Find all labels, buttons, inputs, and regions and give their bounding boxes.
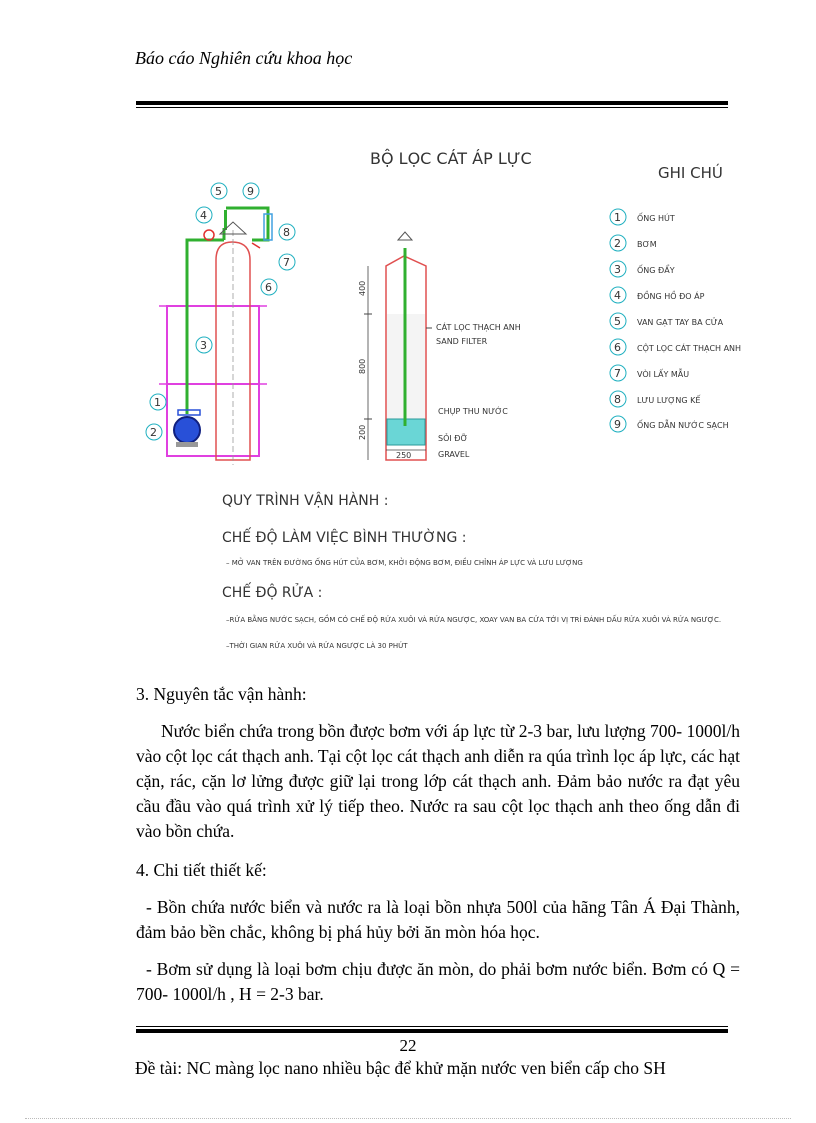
label-gravel: SỎI ĐỠ bbox=[438, 434, 468, 443]
label-sand-en: SAND FILTER bbox=[436, 337, 488, 346]
legend bbox=[610, 209, 741, 432]
pump bbox=[174, 417, 200, 443]
svg-text:ỐNG ĐẨY: ỐNG ĐẨY bbox=[637, 266, 675, 275]
callout-8 bbox=[279, 224, 295, 240]
svg-text:7: 7 bbox=[283, 256, 290, 269]
svg-text:8: 8 bbox=[614, 393, 621, 406]
svg-text:5: 5 bbox=[614, 315, 621, 328]
legend-title: GHI CHÚ bbox=[658, 164, 723, 182]
svg-text:VÒI LẤY MẪU: VÒI LẤY MẪU bbox=[637, 370, 690, 379]
callout-2 bbox=[146, 424, 162, 440]
label-sand: CÁT LỌC THẠCH ANH bbox=[436, 323, 521, 332]
svg-text:8: 8 bbox=[283, 226, 290, 239]
legend-item bbox=[610, 416, 729, 432]
legend-item bbox=[610, 391, 701, 407]
legend-item bbox=[610, 209, 675, 225]
svg-text:2: 2 bbox=[614, 237, 621, 250]
normal-mode-title: CHẾ ĐỘ LÀM VIỆC BÌNH THƯỜNG : bbox=[222, 530, 467, 546]
svg-text:BƠM: BƠM bbox=[637, 240, 657, 249]
svg-text:LƯU LƯỢNG KẾ: LƯU LƯỢNG KẾ bbox=[637, 396, 701, 405]
callout-5 bbox=[211, 183, 227, 199]
dim-bottom: 200 bbox=[358, 424, 367, 440]
svg-text:3: 3 bbox=[614, 263, 621, 276]
diagram-title: BỘ LỌC CÁT ÁP LỰC bbox=[370, 149, 532, 168]
wash-mode-text-2: –THỜI GIAN RỬA XUÔI VÀ RỬA NGƯỢC LÀ 30 PHÚT bbox=[226, 642, 408, 650]
svg-text:6: 6 bbox=[265, 281, 272, 294]
callout-1 bbox=[150, 394, 166, 410]
page-edge-divider bbox=[25, 1118, 791, 1119]
legend-item bbox=[610, 287, 705, 303]
svg-text:2: 2 bbox=[150, 426, 157, 439]
dim-width: 250 bbox=[396, 451, 412, 460]
header-rule-thick bbox=[136, 101, 728, 105]
paragraph-tank: - Bồn chứa nước biển và nước ra là loại bồn nhựa 500l của hãng Tân Á Đại Thành, đảm bảo bền chắc, không bị phá hủy bởi ăn mòn hóa học. bbox=[136, 897, 740, 942]
callout-4 bbox=[196, 207, 212, 223]
footer-topic: Đề tài: NC màng lọc nano nhiều bậc để khử mặn nước ven biển cấp cho SH bbox=[135, 1058, 666, 1078]
system-assembly bbox=[159, 208, 272, 465]
svg-text:5: 5 bbox=[215, 185, 222, 198]
callout-9 bbox=[243, 183, 259, 199]
footer-rule-thin bbox=[136, 1026, 728, 1027]
dim-top: 400 bbox=[358, 280, 367, 296]
page-header-title: Báo cáo Nghiên cứu khoa học bbox=[135, 48, 353, 68]
callout-6 bbox=[261, 279, 277, 295]
legend-item bbox=[610, 313, 724, 329]
filter-diagram bbox=[140, 130, 760, 670]
callout-3 bbox=[196, 337, 212, 353]
label-nozzle: CHỤP THU NƯỚC bbox=[438, 407, 508, 416]
legend-item bbox=[610, 365, 689, 381]
label-gravel-en: GRAVEL bbox=[438, 450, 470, 459]
svg-text:4: 4 bbox=[200, 209, 207, 222]
svg-text:ĐỒNG HỒ ĐO ÁP: ĐỒNG HỒ ĐO ÁP bbox=[637, 292, 705, 301]
paragraph-operating-principle: Nước biển chứa trong bồn được bơm với áp lực từ 2-3 bar, lưu lượng 700- 1000l/h vào cột lọc cát thạch anh. Tại cột lọc cát thạch anh diễn ra qúa trình lọc áp lực, các hạt cặn, rác, cặn lơ lửng được giữ lại trong lớp cát thạch anh. Đảm bảo nước ra đạt yêu cầu đầu vào quá trình xử lý tiếp theo. Nước ra sau cột lọc thạch anh theo ống dẫn đi vào bồn chứa. bbox=[136, 721, 740, 841]
legend-item bbox=[610, 339, 741, 355]
page-number: 22 bbox=[399, 1036, 417, 1055]
wash-mode-text-1: –RỬA BẰNG NƯỚC SẠCH, GỒM CÓ CHẾ ĐỘ RỬA XUÔI VÀ RỬA NGƯỢC, XOAY VAN BA CỬA TỚI VỊ TRÍ ĐÁNH DẤU RỬA XUÔI VÀ RỬA NGƯỢC. bbox=[226, 616, 722, 624]
svg-text:6: 6 bbox=[614, 341, 621, 354]
paragraph-pump: - Bơm sử dụng là loại bơm chịu được ăn mòn, do phải bơm nước biển. Bơm có Q = 700- 1000l/h , H = 2-3 bar. bbox=[136, 959, 740, 1004]
section-3 bbox=[136, 682, 740, 844]
footer-rule-thick bbox=[136, 1029, 728, 1033]
heading-design-details: 4. Chi tiết thiết kế: bbox=[136, 860, 267, 880]
svg-text:ỐNG DẪN NƯỚC SẠCH: ỐNG DẪN NƯỚC SẠCH bbox=[637, 421, 729, 430]
svg-text:1: 1 bbox=[614, 211, 621, 224]
svg-text:1: 1 bbox=[154, 396, 161, 409]
svg-text:7: 7 bbox=[614, 367, 621, 380]
legend-item bbox=[610, 261, 675, 277]
section-4 bbox=[136, 858, 740, 1007]
wash-mode-title: CHẾ ĐỘ RỬA : bbox=[222, 585, 323, 601]
svg-text:ỐNG HÚT: ỐNG HÚT bbox=[637, 214, 675, 223]
callout-7 bbox=[279, 254, 295, 270]
normal-mode-text: – MỞ VAN TRÊN ĐƯỜNG ỐNG HÚT CỦA BƠM, KHỞI ĐỘNG BƠM, ĐIỀU CHỈNH ÁP LỰC VÀ LƯU LƯỢNG bbox=[226, 559, 583, 567]
svg-text:9: 9 bbox=[247, 185, 254, 198]
filter-section-view bbox=[358, 232, 521, 460]
svg-text:9: 9 bbox=[614, 418, 621, 431]
legend-item bbox=[610, 235, 657, 251]
header-rule-thin bbox=[136, 107, 728, 108]
dim-mid: 800 bbox=[358, 358, 367, 374]
procedure-title: QUY TRÌNH VẬN HÀNH : bbox=[222, 493, 389, 509]
svg-text:VAN GẠT TAY BA CỬA: VAN GẠT TAY BA CỬA bbox=[637, 318, 724, 327]
svg-text:CỘT LỌC CÁT THẠCH ANH: CỘT LỌC CÁT THẠCH ANH bbox=[637, 344, 742, 353]
svg-text:4: 4 bbox=[614, 289, 621, 302]
svg-text:3: 3 bbox=[200, 339, 207, 352]
heading-operating-principle: 3. Nguyên tắc vận hành: bbox=[136, 684, 307, 704]
